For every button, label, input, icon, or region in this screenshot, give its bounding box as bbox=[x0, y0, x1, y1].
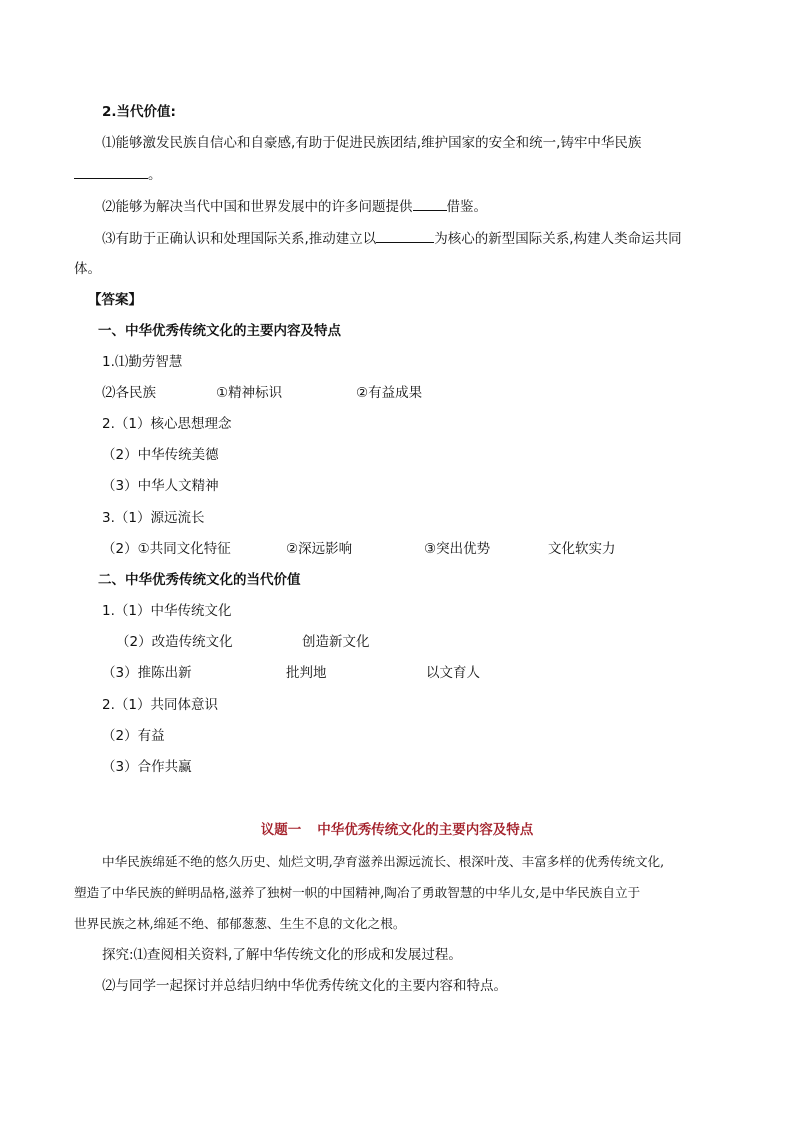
answer-1-2c: ②有益成果 bbox=[356, 385, 423, 401]
answer-b1-3a: （3）推陈出新 bbox=[102, 665, 192, 681]
answer-part2-title: 二、中华优秀传统文化的当代价值 bbox=[98, 572, 301, 588]
answer-2-2: （2）中华传统美德 bbox=[102, 447, 219, 463]
value-item-2 bbox=[102, 196, 487, 217]
answer-3-2a: （2）①共同文化特征 bbox=[102, 541, 231, 557]
value-item-2-after: 借鉴。 bbox=[446, 199, 487, 215]
value-item-3-after: 为核心的新型国际关系,构建人类命运共同 bbox=[434, 231, 682, 247]
value-item-1-continuation bbox=[74, 164, 162, 185]
answer-b1-2b: 创造新文化 bbox=[302, 634, 370, 650]
answer-b1-2a: （2）改造传统文化 bbox=[116, 634, 233, 650]
answer-3-2c: ③突出优势 bbox=[424, 541, 491, 557]
answer-part1-title: 一、中华优秀传统文化的主要内容及特点 bbox=[98, 323, 341, 339]
explore-item-2: ⑵与同学一起探讨并总结归纳中华优秀传统文化的主要内容和特点。 bbox=[102, 978, 507, 994]
value-item-1-text: ⑴能够激发民族自信心和自豪感,有助于促进民族团结,维护国家的安全和统一,铸牢中华民族 bbox=[102, 135, 642, 151]
answer-b1-1: 1.（1）中华传统文化 bbox=[102, 603, 232, 619]
answer-1-2b: ①精神标识 bbox=[216, 385, 283, 401]
answer-b2-2: （2）有益 bbox=[102, 728, 165, 744]
fill-blank-1 bbox=[74, 164, 148, 179]
answer-2-3: （3）中华人文精神 bbox=[102, 478, 219, 494]
fill-blank-2 bbox=[413, 196, 447, 211]
answer-3-2b: ②深远影响 bbox=[286, 541, 353, 557]
answer-b2-3: （3）合作共赢 bbox=[102, 759, 192, 775]
topic-paragraph-line-1: 中华民族绵延不绝的悠久历史、灿烂文明,孕育滋养出源远流长、根深叶茂、丰富多样的优秀传统文化, bbox=[102, 854, 665, 869]
value-item-3 bbox=[102, 228, 682, 249]
answer-label: 【答案】 bbox=[88, 292, 142, 308]
topic-paragraph-line-2: 塑造了中华民族的鲜明品格,滋养了独树一帜的中国精神,陶冶了勇敢智慧的中华儿女,是中华民族自立于 bbox=[74, 885, 641, 900]
fill-blank-3 bbox=[376, 228, 434, 243]
topic-label: 议题一 bbox=[260, 822, 302, 838]
answer-b1-3c: 以文育人 bbox=[426, 665, 480, 681]
answer-3-2d: 文化软实力 bbox=[548, 541, 616, 557]
answer-3-1: 3.（1）源远流长 bbox=[102, 510, 205, 526]
value-item-2-before: ⑵能够为解决当代中国和世界发展中的许多问题提供 bbox=[102, 199, 413, 215]
topic-title: 中华优秀传统文化的主要内容及特点 bbox=[317, 822, 534, 838]
answer-b2-1: 2.（1）共同体意识 bbox=[102, 697, 218, 713]
value-item-1 bbox=[102, 133, 641, 153]
value-item-3-before: ⑶有助于正确认识和处理国际关系,推动建立以 bbox=[102, 231, 377, 247]
value-item-1-end: 。 bbox=[148, 167, 162, 183]
answer-b1-3b: 批判地 bbox=[286, 665, 327, 681]
section-heading-contemporary-value: 2.当代价值: bbox=[102, 104, 176, 120]
answer-1-1: 1.⑴勤劳智慧 bbox=[102, 354, 183, 370]
topic-heading bbox=[0, 820, 794, 840]
answer-2-1: 2.（1）核心思想理念 bbox=[102, 416, 232, 432]
answer-1-2a: ⑵各民族 bbox=[102, 385, 156, 401]
explore-item-1: 探究:⑴查阅相关资料,了解中华传统文化的形成和发展过程。 bbox=[102, 947, 462, 963]
topic-paragraph-line-3: 世界民族之林,绵延不绝、郁郁葱葱、生生不息的文化之根。 bbox=[74, 916, 406, 931]
value-item-3-continuation: 体。 bbox=[74, 261, 101, 277]
